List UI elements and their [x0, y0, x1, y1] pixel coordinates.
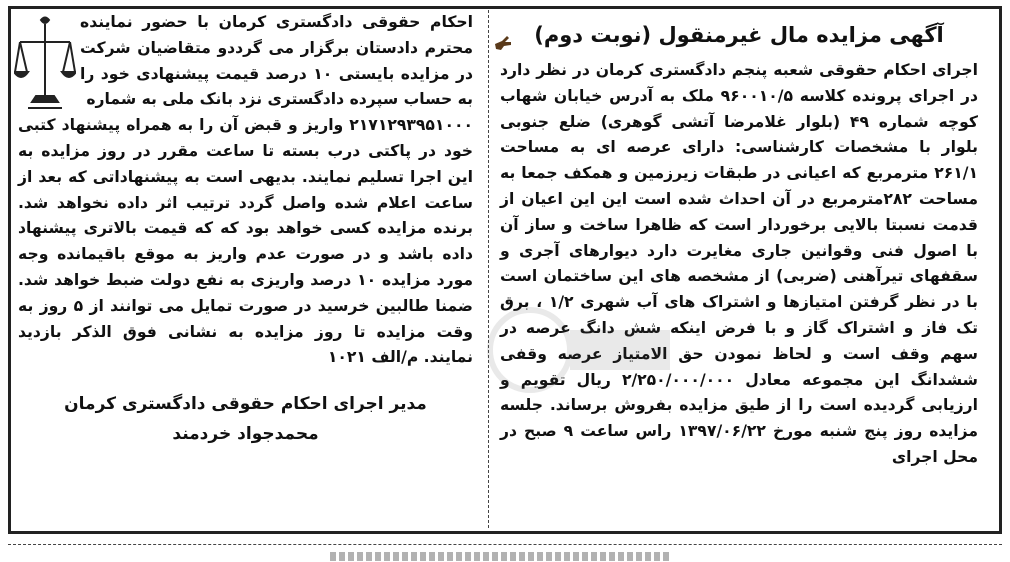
bottom-cut-text-fragment — [330, 552, 670, 561]
right-column — [500, 10, 978, 471]
signature-name: محمدجواد خردمند — [172, 424, 319, 445]
notice-body-left-bottom: ۲۱۷۱۲۹۳۹۵۱۰۰۰ واریز و قبض آن را به همراه پیشنهاد کتبی خود در پاکتی درب بسته تا ساعت مقرر در روز مزایده به این اجرا تسلیم نمایند. بدیهی است به پیشنهاداتی که بعد از ساعت اعلام شده واصل گردد ترتیب اثر داده نخواهد شد. برنده مزایده کسی خواهد بود که که قیمت بالاتری پیشنهاد داده باشد و در صورت عدم واریز به موقع باقیمانده وجه مورد مزایده ۱۰ درصد واریزی به نفع دولت ضبط خواهد شد. ضمنا طالبین خرسید در صورت تمایل می توانند از ۵ روز به وقت مزایده تا روز مزایده به نشانی فوق الذکر بازدید نمایند. م/الف ۱۰۲۱ — [18, 116, 473, 367]
notice-body-right: اجرای احکام حقوقی شعبه پنجم دادگستری کرمان در نظر دارد در اجرای پرونده کلاسه ۹۶۰۰۱۰/۵ ملک به آدرس خیابان شهاب کوچه شماره ۴۹ (بلوار غلامرضا آتشی گوهری) ضلع جنوبی بلوار با مشخصات کارشناسی: دارای عرصه ای به مساحت ۲۶۱/۱ مترمربع که اعیانی در طبقات زیرزمین و همکف جمعا به مساحت ۲۸۲مترمربع در آن احداث شده است این این اعیان از قدمت نسبتا بالایی برخوردار است که ظاهرا ساخت و ساز آن با اصول فنی وقوانین جاری مغایرت دارد دیوارهای آجری و سقفهای تیرآهنی (ضربی) از مشخصه های این ساختمان است با در نظر گرفتن امتیازها و اشتراک های آب شهری ۱/۲ ، برق تک فاز و اشتراک گاز و با فرض اینکه شش دانگ عرصه در سهم وقف است و لحاظ نمودن حق الامتیاز عرصه وقفی ششدانگ این مجموعه معادل ۲/۲۵۰/۰۰۰/۰۰۰ ریال تقویم و ارزیابی گردیده است را از طیق مزایده بفروش برساند. جلسه مزایده روز پنج شنبه مورخ ۱۳۹۷/۰۶/۲۲ راس ساعت ۹ صبح در محل اجرای — [500, 61, 979, 466]
notice-title: آگهی مزایده مال غیرمنقول (نوبت دوم) — [534, 23, 944, 47]
left-column — [18, 10, 473, 449]
column-divider — [488, 10, 489, 528]
signature-title: مدیر اجرای احکام حقوقی دادگستری کرمان — [64, 394, 427, 415]
notice-body-left-top: احکام حقوقی دادگستری کرمان با حضور نماینده محترم دادستان برگزار می گرددو متقاضیان شرکت در مزایده بایستی ۱۰ درصد قیمت پیشنهادی خود را به حساب سپرده دادگستری نزد بانک ملی به شماره — [80, 13, 473, 109]
